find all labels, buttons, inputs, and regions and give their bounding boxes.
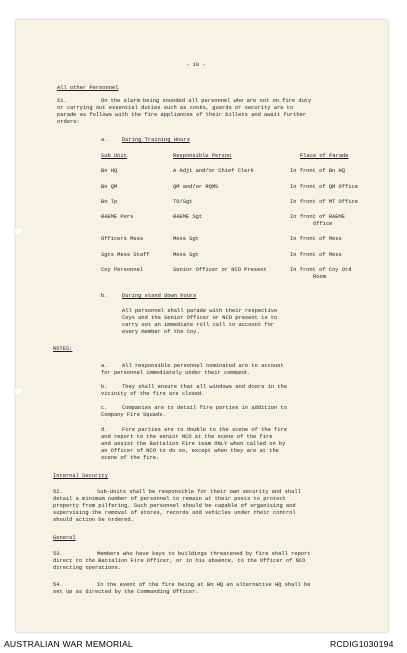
paragraph-line: or carrying out essential duties such as cooks, guards or security are to <box>57 105 294 111</box>
page-number: - 10 - <box>186 62 206 68</box>
table-cell: Mess Sgt <box>173 236 199 242</box>
paragraph-line: Sub-Units shall be responsible for their own security and shall <box>97 489 301 495</box>
paragraph-line: carry out an immediate roll call to account for <box>122 322 275 328</box>
note-letter: a. <box>101 363 108 369</box>
note-line: and assist the Battalion Fire team ONLY when called on by <box>101 441 286 447</box>
punch-hole <box>14 387 23 396</box>
table-cell: TO/Sgt <box>173 199 193 205</box>
note-line: an Officer of NCO to do so, except when they are at the <box>101 448 279 454</box>
table-header: Responsible Person <box>173 153 232 159</box>
table-cell: Mess Sgt <box>173 252 199 258</box>
paragraph-line: Members who have keys to buildings threatened by fire shall report <box>97 551 311 557</box>
archive-credit: AUSTRALIAN WAR MEMORIAL <box>4 639 133 649</box>
table-cell: Office <box>313 221 333 227</box>
table-cell: In front of Coy Ord <box>290 267 352 273</box>
section-title: General <box>53 535 76 541</box>
note-line: Company Fire Squads. <box>101 412 166 418</box>
subsection-letter: b. <box>101 293 108 299</box>
table-cell: In front of Mess <box>290 252 342 258</box>
table-cell: Bn Tp <box>101 199 118 205</box>
table-cell: Sgts Mess Staff <box>101 252 150 258</box>
section-title: Internal Security <box>53 473 108 479</box>
paragraph-line: every member of the Coy. <box>122 329 200 335</box>
note-line: for personnel immediately under their command. <box>101 370 250 376</box>
subsection-heading: During stand down hours <box>122 293 197 299</box>
table-cell: Coy Personnel <box>101 267 144 273</box>
table-cell: Bn QM <box>101 184 118 190</box>
paragraph-line: In the event of the fire being at Bn HQ an alternative HQ shall be <box>97 582 311 588</box>
note-line: and report to the senior NCO at the scene of the fire <box>101 434 273 440</box>
note-letter: b. <box>101 384 108 390</box>
paragraph-number: 53. <box>53 551 63 557</box>
archive-id: RCDIG1030194 <box>330 639 394 649</box>
paragraph-line: orders: <box>57 119 80 125</box>
paragraph-line: On the alarm being sounded all personnel who are not on fire duty <box>101 98 312 104</box>
note-line: All responsible personnel nominated are to account <box>122 363 284 369</box>
note-letter: c. <box>101 405 108 411</box>
table-header: Sub Unit <box>101 153 127 159</box>
paragraph-line: detail a minimum number of personnel to remain at their posts to protect <box>53 496 286 502</box>
table-cell: In front of Mess <box>290 236 342 242</box>
paragraph-number: 52. <box>53 489 63 495</box>
table-cell: Bn HQ <box>101 168 118 174</box>
paragraph-line: property from pilfering. Such personnel should be capable of organising and <box>53 503 296 509</box>
table-header: Place of Parade <box>300 153 349 159</box>
subsection-letter: a. <box>101 137 108 143</box>
paragraph-line: parade as follows with the fire appliances of their billets and await further <box>57 112 307 118</box>
paragraph-number: 54. <box>53 582 63 588</box>
table-cell: RAEME Sgt <box>173 214 203 220</box>
table-cell: In front of QM Office <box>290 184 358 190</box>
paragraph-line: All personnel shall parade with their respective <box>122 308 278 314</box>
table-cell: QM and/or RQMS <box>173 184 219 190</box>
paragraph-line: supervising the removal of stores, records and vehicles under their control <box>53 510 296 516</box>
paragraph-line: direct to the Battalion Fire Officer, or in his absence, to the Officer of NCO <box>53 558 306 564</box>
table-cell: A Adjt and/or Chief Clerk <box>173 168 254 174</box>
paragraph-line: should action be ordered. <box>53 517 134 523</box>
note-line: scene of the fire. <box>101 455 160 461</box>
note-line: They shall ensure that all windows and doors in the <box>122 384 287 390</box>
note-line: vicinity of the fire are closed. <box>101 391 205 397</box>
paragraph-line: Coys and the Senior Officer or NCO present is to <box>122 315 278 321</box>
paragraph-line: set up as directed by the Commanding Officer. <box>53 589 199 595</box>
note-line: Fire parties are to double to the scene of the fire <box>122 427 287 433</box>
table-cell: RAEME Pers <box>101 214 134 220</box>
table-cell: In front of Bn HQ <box>290 168 345 174</box>
punch-hole <box>14 227 23 236</box>
table-cell: In front of RAEME <box>290 214 345 220</box>
table-cell: Officers Mess <box>101 236 144 242</box>
note-line: Companies are to detail fire parties in addition to <box>122 405 287 411</box>
paragraph-number: 51. <box>57 98 67 104</box>
subsection-heading: During Training Hours <box>122 137 190 143</box>
note-letter: d. <box>101 427 108 433</box>
table-cell: Room <box>313 274 326 280</box>
table-cell: In front of MT Office <box>290 199 358 205</box>
paragraph-line: directing operations. <box>53 565 121 571</box>
section-title: All other Personnel <box>57 85 119 91</box>
notes-label: NOTES: <box>53 346 73 352</box>
table-cell: Senior Officer or NCO Present <box>173 267 267 273</box>
